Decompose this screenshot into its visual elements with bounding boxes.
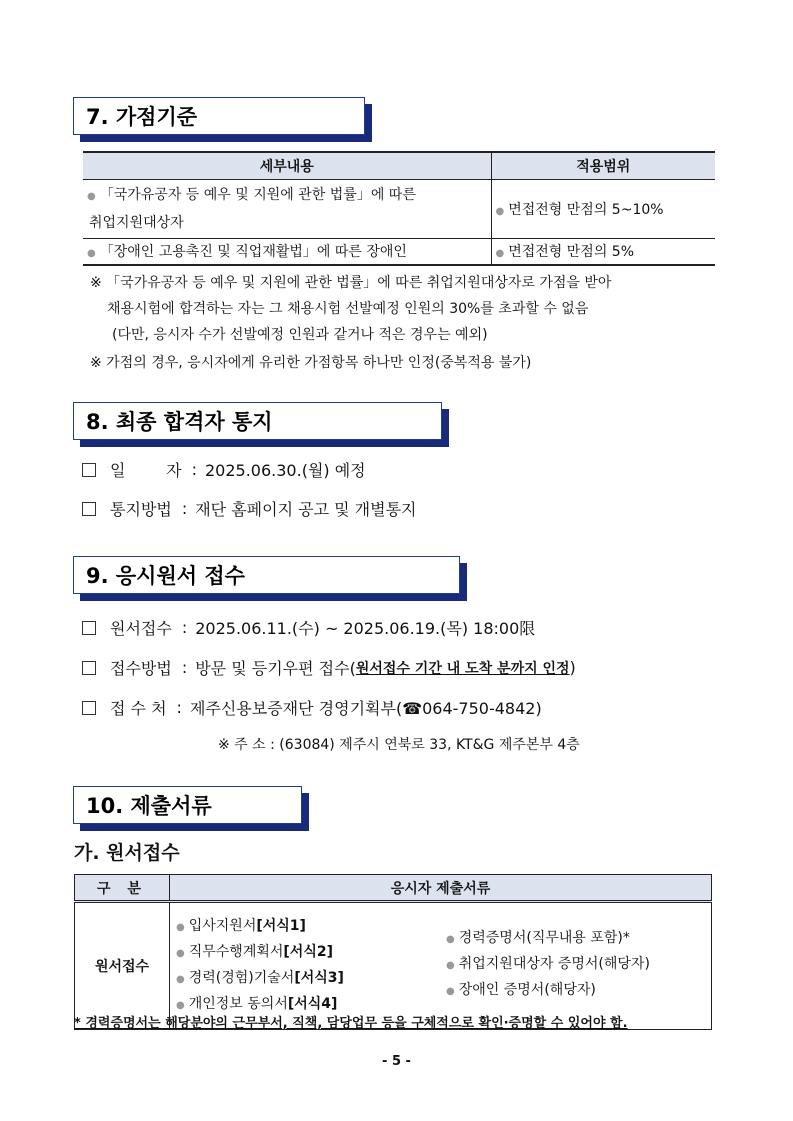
colon: : (176, 698, 182, 717)
table-cell-category: 원서접수 (75, 902, 170, 1030)
detail-text: 「국가유공자 등 예우 및 지원에 관한 법률」에 따른 (99, 186, 416, 203)
bullet-icon: ● (176, 1000, 185, 1011)
application-office-line (82, 696, 542, 719)
application-period-line (82, 616, 535, 639)
colon: : (181, 499, 188, 518)
note-line: (다만, 응시자 수가 선발예정 인원과 같거나 적은 경우는 예외) (112, 327, 488, 343)
detail-text: 취업지원대상자 (89, 214, 184, 231)
table-header-scope: 적용범위 (491, 152, 715, 179)
table-cell-detail (83, 179, 491, 238)
scope-text: 면접전형 만점의 5~10% (508, 201, 664, 218)
bullet-icon: ● (446, 986, 455, 997)
table-header-documents: 응시자 제출서류 (170, 875, 712, 902)
section-7-title (73, 97, 365, 135)
footnote: * 경력증명서는 해당분야의 근무부서, 직책, 담당업무 등을 구체적으로 확인·증명할 수 있어야 함. (74, 1016, 628, 1031)
bullet-icon: ● (176, 948, 185, 959)
table-row (83, 179, 715, 238)
item-label: 통지방법 (110, 500, 172, 519)
note-line: 채용시험에 합격하는 자는 그 채용시험 선발예정 인원의 30%를 초과할 수 없음 (107, 301, 589, 317)
bullet-icon: ● (495, 248, 505, 260)
bullet-icon: ● (446, 934, 455, 945)
bullet-icon: ● (446, 960, 455, 971)
documents-list-left (170, 914, 446, 1018)
colon: : (181, 618, 188, 637)
checkbox-icon (82, 661, 96, 675)
table-header-row (75, 875, 712, 902)
bullet-icon: ● (176, 922, 185, 933)
bullet-icon: ● (87, 190, 96, 202)
item-tail: ) (569, 658, 576, 677)
item-label: 일 자 (110, 461, 182, 480)
table-row (75, 902, 712, 1030)
section-10-title-text: 10. 제출서류 (86, 794, 212, 818)
list-item: ● 입사지원서[서식1] (176, 918, 306, 934)
checkbox-icon (82, 502, 96, 516)
bonus-points-table (83, 151, 715, 266)
list-item: ● 직무수행계획서[서식2] (176, 944, 333, 960)
table-cell-scope (491, 238, 715, 265)
bullet-icon: ● (87, 248, 96, 260)
note-line: ※ 「국가유공자 등 예우 및 지원에 관한 법률」에 따른 취업지원대상자로 가점을 받아 (90, 275, 612, 291)
item-value: 방문 및 등기우편 접수( (195, 659, 356, 678)
section-9-title (73, 556, 460, 594)
section-8-title-text: 8. 최종 합격자 통지 (86, 410, 273, 434)
table-header-row (83, 152, 715, 179)
item-value: 2025.06.11.(수) ~ 2025.06.19.(목) 18:00限 (195, 619, 536, 638)
checkbox-icon (82, 463, 96, 477)
table-header-category: 구 분 (75, 875, 170, 902)
scope-text: 면접전형 만점의 5% (508, 244, 635, 261)
note-line: ※ 가점의 경우, 응시자에게 유리한 가점항목 하나만 인정(중복적용 불가) (90, 355, 532, 371)
list-item: ● 개인정보 동의서[서식4] (176, 996, 338, 1012)
section-10-title (73, 786, 302, 824)
notice-date-line (82, 458, 366, 481)
bullet-icon: ● (176, 974, 185, 985)
item-emphasis: 원서접수 기간 내 도착 분까지 인정 (355, 660, 570, 677)
item-label: 접 수 처 (110, 699, 167, 718)
section-8-title (73, 402, 442, 440)
item-label: 원서접수 (110, 619, 172, 638)
checkbox-icon (82, 701, 96, 715)
section-9-title-text: 9. 응시원서 접수 (86, 564, 245, 588)
table-cell-scope (491, 179, 715, 238)
page-number: - 5 - (382, 1054, 411, 1069)
detail-text: 「장애인 고용촉진 및 직업재활법」에 따른 장애인 (99, 244, 407, 261)
item-label: 접수방법 (110, 659, 172, 678)
address-line: ※ 주 소 : (63084) 제주시 연북로 33, KT&G 제주본부 4층 (218, 737, 580, 753)
table-row (83, 238, 715, 265)
application-method-line (82, 656, 576, 679)
item-value: 재단 홈페이지 공고 및 개별통지 (195, 500, 417, 519)
section-7-title-text: 7. 가점기준 (86, 105, 198, 129)
table-cell-detail (83, 238, 491, 265)
list-item: ● 취업지원대상자 증명서(해당자) (446, 956, 650, 972)
colon: : (191, 460, 197, 479)
subsection-title: 가. 원서접수 (74, 842, 180, 864)
list-item: ● 경력(경험)기술서[서식3] (176, 970, 344, 986)
checkbox-icon (82, 621, 96, 635)
submission-documents-table (74, 874, 712, 1030)
notice-method-line (82, 497, 417, 520)
bullet-icon: ● (495, 205, 505, 217)
item-value: 2025.06.30.(월) 예정 (205, 461, 366, 480)
table-header-detail: 세부내용 (83, 152, 491, 179)
colon: : (181, 658, 188, 677)
item-value: 제주신용보증재단 경영기획부(☎064-750-4842) (189, 699, 542, 718)
list-item: ● 경력증명서(직무내용 포함)* (446, 930, 630, 946)
documents-list-right (446, 914, 650, 1018)
list-item: ● 장애인 증명서(해당자) (446, 982, 596, 998)
table-cell-documents (170, 902, 712, 1030)
